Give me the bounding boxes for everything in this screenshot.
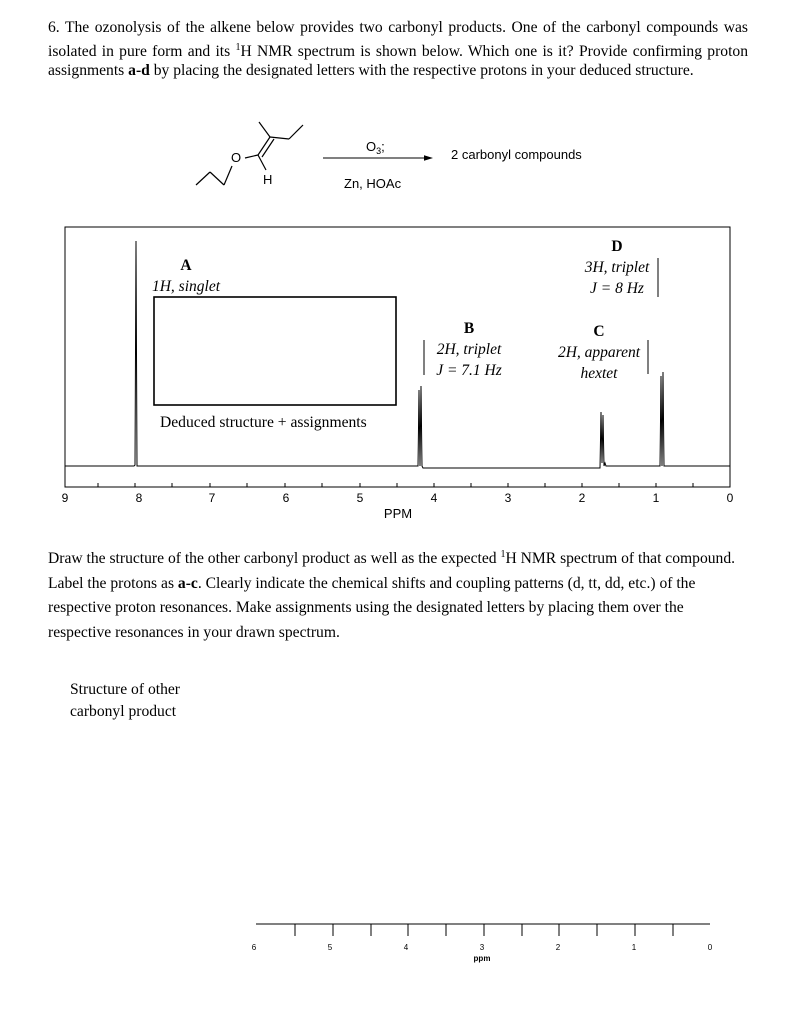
tick-label: 1 [631,943,637,952]
nmr-spectrum [0,220,791,525]
question-part2-text: Draw the structure of the other carbonyl product as well as the expected $^1$H NMR spectrum of that compound. Label the protons as a-c. Clearly indicate the chemical shifts and coupling patterns (d, tt, dd, etc.) of the respective proton resonances. Make assignments using the designated letters by placing them over the respective resonances in your drawn spectrum. [48,549,736,641]
signal-description: 2H, apparent [557,344,641,361]
tick-label: 8 [135,491,143,505]
reaction-scheme [0,110,791,205]
reagent-zn-hoac: Zn, HOAc [344,176,402,191]
nmr-superscript: 1 [500,549,506,560]
signal-letter: C [593,323,605,340]
question-text-part3: by placing the designated letters with the respective protons in your deduced structure. [149,62,694,80]
signal-coupling: J = 8 Hz [590,280,644,297]
tick-label: 9 [61,491,69,505]
other-product-label: Structure of other carbonyl product [70,681,180,720]
blank-ppm-axis [0,915,791,975]
assignment-range: a-c [177,574,198,592]
nmr-superscript: 1 [235,41,241,53]
signal-b-label [424,318,514,381]
question-text-part1: The ozonolysis of the alkene below provides two carbonyl products. One of the carbonyl compounds was isolated in pure form and its [48,19,748,60]
tick-label: 6 [251,943,257,952]
axis-tick-labels [62,491,734,505]
reagent-ozone: $O_3$; [366,139,385,156]
blank-axis-label: ppm [473,954,491,963]
question-6-text [48,18,748,81]
tick-label: 6 [282,491,290,505]
signal-description: 2H, triplet [436,341,502,358]
tick-label: 0 [707,943,713,952]
tick-label: 3 [504,491,512,505]
blank-axis-tick-labels [252,943,713,952]
signal-letter: D [611,238,623,255]
tick-label: 2 [555,943,561,952]
question-text-part2: H NMR spectrum is shown below. Which one is it? Provide confirming proton assignments [48,42,748,80]
oxygen-atom-label: O [231,150,242,165]
tick-label: 0 [726,491,734,505]
signal-coupling: hextet [580,365,618,382]
tick-label: 4 [430,491,438,505]
hydrogen-atom-label: H [263,172,273,187]
arrow-head-icon [424,155,433,161]
answer-box-caption: Deduced structure + assignments [160,414,367,431]
signal-description: 1H, singlet [151,278,221,295]
signal-letter: B [463,320,475,337]
assignment-range: a-d [128,62,150,80]
tick-label: 5 [327,943,333,952]
reaction-product-text: 2 carbonyl compounds [451,147,582,162]
signal-coupling: J = 7.1 Hz [436,362,502,379]
axis-ticks [98,483,693,487]
signal-a-label [140,255,232,297]
tick-label: 4 [403,943,409,952]
signal-description: 3H, triplet [584,259,650,276]
tick-label: 2 [578,491,586,505]
x-axis-label: PPM [383,506,413,521]
signal-letter: A [180,257,192,274]
tick-label: 3 [479,943,485,952]
question-number: 6. [48,19,60,36]
blank-axis-ticks [295,924,673,936]
tick-label: 7 [208,491,216,505]
signal-c-label [548,321,650,384]
alkene-structure [196,122,303,185]
answer-box [154,297,396,405]
tick-label: 1 [652,491,660,505]
signal-d-label [573,236,661,299]
tick-label: 5 [356,491,364,505]
